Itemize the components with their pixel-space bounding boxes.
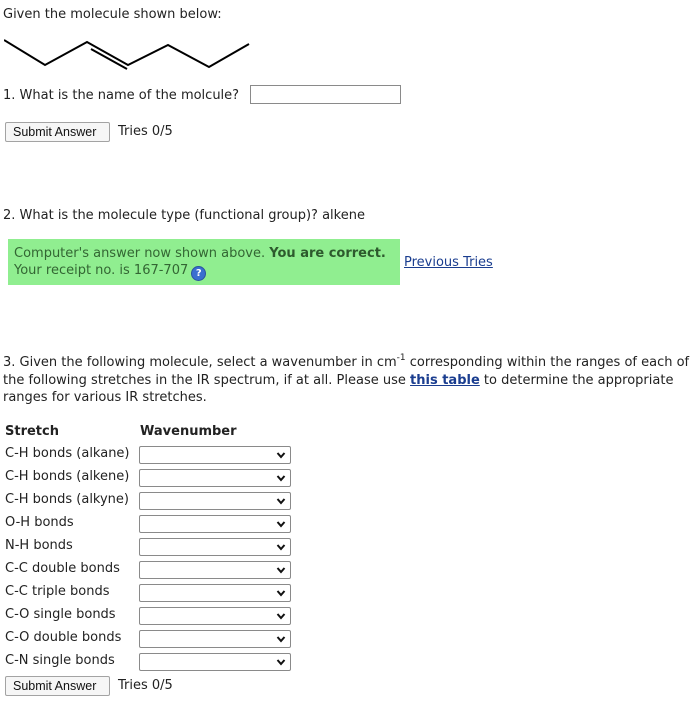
question-3-text: 3. Given the following molecule, select a wavenumber in $cm^{-1}$ corresponding within the ranges of each of the following stretches in the IR spectrum, if at all. Please use this table to determine the appropriate ranges for various IR stretches. xyxy=(3,353,690,405)
wavenumber-select-value xyxy=(140,516,143,530)
chevron-down-icon xyxy=(275,541,287,553)
wavenumber-select-value xyxy=(140,539,143,553)
intro-text: Given the molecule shown below: xyxy=(3,7,222,22)
wavenumber-select[interactable] xyxy=(139,630,291,648)
tries-counter-1: Tries 0/5 xyxy=(118,124,173,139)
question-1-text: 1. What is the name of the molcule? xyxy=(3,88,240,103)
chevron-down-icon xyxy=(275,472,287,484)
stretch-label: C-C double bonds xyxy=(5,561,120,576)
stretch-label: C-O single bonds xyxy=(5,607,116,622)
molecule-name-input[interactable] xyxy=(250,85,401,104)
wavenumber-select-value xyxy=(140,654,143,668)
superscript: -1 xyxy=(396,353,406,363)
molecule-structure xyxy=(4,36,254,72)
wavenumber-select[interactable] xyxy=(139,561,291,579)
stretch-label: C-H bonds (alkane) xyxy=(5,446,130,461)
wavenumber-select-value xyxy=(140,493,143,507)
question-2-text: 2. What is the molecule type (functional group)? alkene xyxy=(3,208,365,223)
wavenumber-select-value xyxy=(140,562,143,576)
correct-feedback-box xyxy=(8,239,400,285)
wavenumber-select[interactable] xyxy=(139,469,291,487)
feedback-text: Computer's answer now shown above. xyxy=(14,246,266,261)
stretch-label: C-H bonds (alkyne) xyxy=(5,492,129,507)
wavenumber-column-header: Wavenumber xyxy=(140,424,237,439)
stretch-label: C-H bonds (alkene) xyxy=(5,469,130,484)
chevron-down-icon xyxy=(275,633,287,645)
wavenumber-select[interactable] xyxy=(139,515,291,533)
wavenumber-select[interactable] xyxy=(139,584,291,602)
chevron-down-icon xyxy=(275,610,287,622)
wavenumber-select[interactable] xyxy=(139,538,291,556)
chevron-down-icon xyxy=(275,495,287,507)
submit-answer-button-1[interactable]: Submit Answer xyxy=(5,122,110,142)
stretch-label: N-H bonds xyxy=(5,538,73,553)
chevron-down-icon xyxy=(275,564,287,576)
submit-answer-button-3[interactable]: Submit Answer xyxy=(5,676,110,696)
stretch-label: C-N single bonds xyxy=(5,653,115,668)
wavenumber-select[interactable] xyxy=(139,446,291,464)
stretch-column-header: Stretch xyxy=(5,424,59,439)
wavenumber-select-value xyxy=(140,608,143,622)
wavenumber-select[interactable] xyxy=(139,492,291,510)
chevron-down-icon xyxy=(275,449,287,461)
wavenumber-select[interactable] xyxy=(139,653,291,671)
help-icon[interactable]: ? xyxy=(191,266,206,281)
table-link[interactable]: this table xyxy=(410,372,480,388)
stretch-label: C-C triple bonds xyxy=(5,584,110,599)
chevron-down-icon xyxy=(275,518,287,530)
tries-counter-3: Tries 0/5 xyxy=(118,678,173,693)
chevron-down-icon xyxy=(275,656,287,668)
wavenumber-select-value xyxy=(140,447,143,461)
stretch-label: C-O double bonds xyxy=(5,630,122,645)
wavenumber-select-value xyxy=(140,470,143,484)
wavenumber-select-value xyxy=(140,631,143,645)
receipt-text: Your receipt no. is 167-707 xyxy=(14,263,189,278)
previous-tries-link[interactable]: Previous Tries xyxy=(404,255,493,270)
feedback-correct: You are correct. xyxy=(269,246,386,261)
wavenumber-select[interactable] xyxy=(139,607,291,625)
stretch-label: O-H bonds xyxy=(5,515,74,530)
wavenumber-select-value xyxy=(140,585,143,599)
chevron-down-icon xyxy=(275,587,287,599)
